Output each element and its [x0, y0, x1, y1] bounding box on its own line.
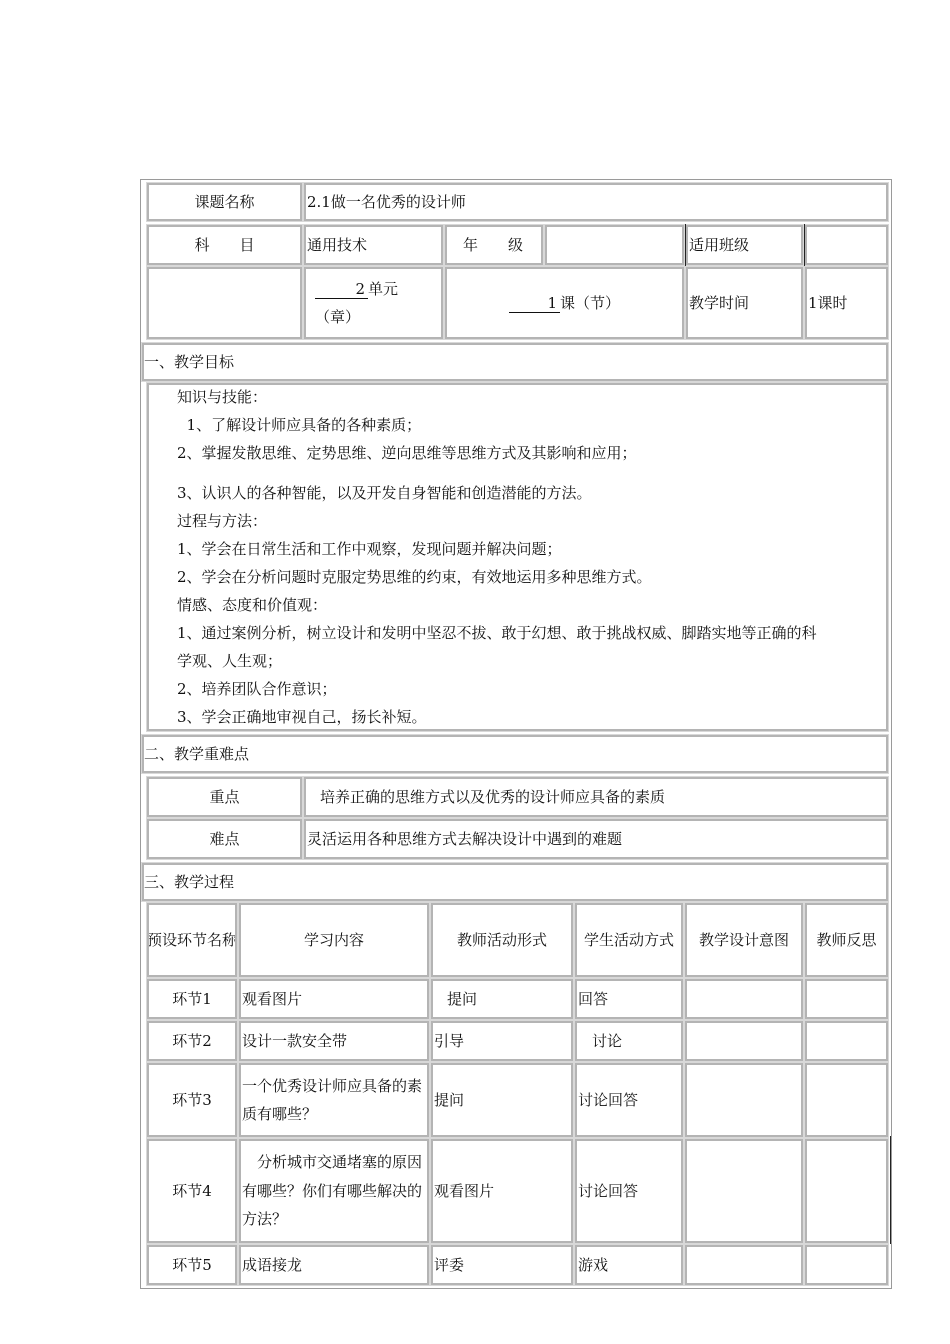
table-row-reflection	[804, 1138, 889, 1244]
table-row-intent	[684, 978, 804, 1020]
time-label: 教学时间	[685, 266, 804, 340]
objectives-text	[177, 383, 889, 731]
table-row-reflection	[804, 1062, 889, 1138]
table-row-content: 观看图片	[238, 978, 430, 1020]
difficulties-title: 二、教学重难点	[141, 734, 889, 774]
objective-line: 学观、人生观；	[177, 652, 283, 670]
column-header: 教师活动形式	[430, 902, 574, 978]
objective-line	[177, 467, 889, 479]
subject-value: 通用技术	[303, 224, 444, 266]
column-rule	[685, 224, 686, 266]
table-row-content: 一个优秀设计师应具备的素质有哪些？	[238, 1062, 430, 1138]
table-row-stage: 环节1	[146, 978, 238, 1020]
table-row-teacher: 提问	[430, 978, 574, 1020]
column-header: 教学设计意图	[684, 902, 804, 978]
objective-line: 2、掌握发散思维、定势思维、逆向思维等思维方式及其影响和应用；	[177, 444, 637, 462]
table-row-teacher: 提问	[430, 1062, 574, 1138]
column-header: 学习内容	[238, 902, 430, 978]
objective-line: 知识与技能：	[177, 388, 268, 406]
lesson-number: 1	[509, 294, 560, 313]
column-rule	[804, 224, 805, 266]
hard-point-label: 难点	[146, 818, 303, 860]
table-row-student: 讨论回答	[574, 1062, 684, 1138]
table-row-stage: 环节5	[146, 1244, 238, 1286]
course-name-value: 2.1做一名优秀的设计师	[303, 182, 889, 222]
objective-line: 1、了解设计师应具备的各种素质；	[177, 416, 422, 434]
objective-line: 情感、态度和价值观：	[177, 596, 328, 614]
table-row-reflection	[804, 1244, 889, 1286]
unit-cell: 2 单元 （章）	[303, 266, 444, 340]
objective-line: 3、认识人的各种智能，以及开发自身智能和创造潜能的方法。	[177, 484, 592, 502]
subject-label: 科 目	[146, 224, 303, 266]
hard-point-value: 灵活运用各种思维方式去解决设计中遇到的难题	[303, 818, 889, 860]
grade-value	[544, 224, 685, 266]
table-row-content: 成语接龙	[238, 1244, 430, 1286]
column-header: 学生活动方式	[574, 902, 684, 978]
blank-label	[146, 266, 303, 340]
objective-line: 2、培养团队合作意识；	[177, 680, 337, 698]
table-row-student: 回答	[574, 978, 684, 1020]
table-row-stage: 环节3	[146, 1062, 238, 1138]
column-header: 教师反思	[804, 902, 889, 978]
column-rule	[890, 1136, 891, 1244]
time-value: 1课时	[804, 266, 889, 340]
table-row-teacher: 观看图片	[430, 1138, 574, 1244]
table-row-stage: 环节4	[146, 1138, 238, 1244]
table-row-student: 讨论回答	[574, 1138, 684, 1244]
key-point-label: 重点	[146, 776, 303, 818]
grade-label: 年 级	[444, 224, 544, 266]
table-row-teacher: 引导	[430, 1020, 574, 1062]
table-row-intent	[684, 1020, 804, 1062]
class-value	[804, 224, 889, 266]
table-row-stage: 环节2	[146, 1020, 238, 1062]
table-row-reflection	[804, 1020, 889, 1062]
table-row-intent	[684, 1138, 804, 1244]
table-row-intent	[684, 1244, 804, 1286]
objective-line: 1、学会在日常生活和工作中观察，发现问题并解决问题；	[177, 540, 562, 558]
process-title: 三、教学过程	[141, 862, 889, 902]
table-row-student: 游戏	[574, 1244, 684, 1286]
key-point-value: 培养正确的思维方式以及优秀的设计师应具备的素质	[303, 776, 889, 818]
objective-line: 3、学会正确地审视自己，扬长补短。	[177, 708, 427, 726]
lesson-plan-form	[140, 179, 892, 1289]
table-row-reflection	[804, 978, 889, 1020]
table-row-intent	[684, 1062, 804, 1138]
unit-number: 2	[315, 280, 368, 299]
course-name-label: 课题名称	[146, 182, 303, 222]
objectives-title: 一、教学目标	[141, 342, 889, 382]
column-header: 预设环节名称	[146, 902, 238, 978]
class-label: 适用班级	[685, 224, 804, 266]
table-row-teacher: 评委	[430, 1244, 574, 1286]
table-row-student: 讨论	[574, 1020, 684, 1062]
lesson-cell: 1 课（节）	[444, 266, 685, 340]
objective-line: 2、学会在分析问题时克服定势思维的约束，有效地运用多种思维方式。	[177, 568, 652, 586]
table-row-content: 分析城市交通堵塞的原因有哪些？你们有哪些解决的方法？	[238, 1138, 430, 1244]
objective-line: 1、通过案例分析，树立设计和发明中坚忍不拔、敢于幻想、敢于挑战权威、脚踏实地等正确的科	[177, 624, 817, 642]
table-row-content: 设计一款安全带	[238, 1020, 430, 1062]
objective-line: 过程与方法：	[177, 512, 268, 530]
